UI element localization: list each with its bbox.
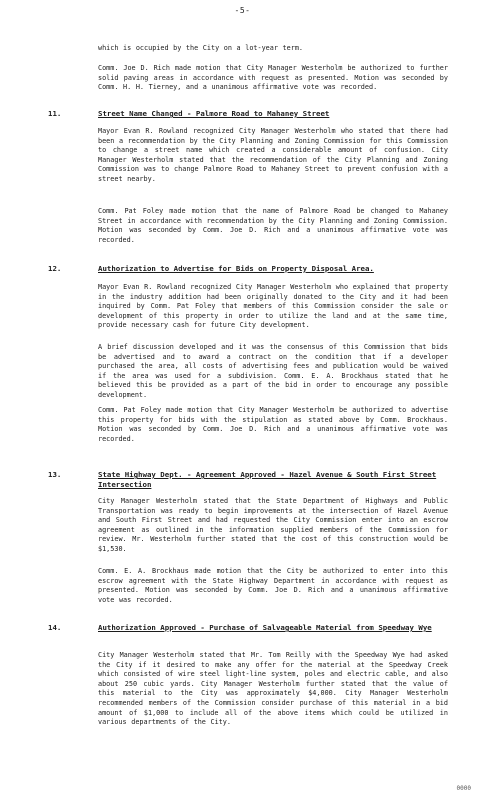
item-number-13: 13. (48, 470, 62, 479)
item-14-paragraph-1: City Manager Westerholm stated that Mr. Tom Reilly with the Speedway Wye had asked the City if it desired to make any offer for the material at the Speedway Creek which consisted of wire steel light-line system, poles and electric cable, and also about 250 cubic yards. City Manager Westerholm further stated that the value of this material to the City was approximately $4,000. City Manager Westerholm recommended members of the Commission consider purchase of this material in a bid amount of $1,000 to include all of the above items which could be utilized in various departments of the City. (98, 651, 448, 727)
item-heading-13: State Highway Dept. - Agreement Approved - Hazel Avenue & South First Street Intersection (98, 470, 437, 489)
item-12-paragraph-2: A brief discussion developed and it was the consensus of this Commission that bids be advertised and to award a contract on the condition that if a developer purchased the area, all costs of advertising fees and publication would be waived if the area was used for a subdivision. Comm. E. A. Brockhaus stated that he believed this be provided as a part of the bid in order to encourage any possible development. (98, 343, 448, 399)
paragraph-intro: which is occupied by the City on a lot-year term. (98, 44, 304, 52)
item-number-11: 11. (48, 109, 62, 118)
item-number-14: 14. (48, 623, 62, 632)
item-heading-14: Authorization Approved - Purchase of Salvageable Material from Speedway Wye (98, 623, 432, 632)
item-heading-12: Authorization to Advertise for Bids on Property Disposal Area. (98, 264, 374, 273)
page-number: -5- (234, 6, 251, 15)
item-12-paragraph-1: Mayor Evan R. Rowland recognized City Manager Westerholm who explained that property in the industry addition had been originally donated to the City and it had been inquired by Comm. Pat Foley that members of this Commission consider the sale or development of this property in order to utilize the land and at the same time, provide necessary cash for future City development. (98, 283, 448, 330)
item-11-paragraph-2: Comm. Pat Foley made motion that the name of Palmore Road be changed to Mahaney Street in accordance with recommendation by the City Planning and Zoning Commission. Motion was seconded by Comm. Joe D. Rich and a unanimous affirmative vote was recorded. (98, 207, 448, 244)
item-12-paragraph-3: Comm. Pat Foley made motion that City Manager Westerholm be authorized to advertise this property for bids with the stipulation as stated above by Comm. Brockhaus. Motion was seconded by Comm. Joe D. Rich and a unanimous affirmative vote was recorded. (98, 406, 448, 443)
item-heading-11: Street Name Changed - Palmore Road to Mahaney Street (98, 109, 330, 118)
paragraph-motion-paving: Comm. Joe D. Rich made motion that City Manager Westerholm be authorized to further solid paving areas in accordance with request as presented. Motion was seconded by Comm. H. H. Tierney, and a unanimous affirmative vote was recorded. (98, 64, 448, 92)
footer-mark: 0000 (456, 785, 471, 792)
item-number-12: 12. (48, 264, 62, 273)
item-13-paragraph-1: City Manager Westerholm stated that the State Department of Highways and Public Transportation was ready to begin improvements at the intersection of Hazel Avenue and South First Street and had requested the City Commission enter into an escrow agreement as outlined in the information supplied members of the Commission for review. Mr. Westerholm further stated that the cost of this construction would be $1,530. (98, 497, 448, 553)
item-13-paragraph-2: Comm. E. A. Brockhaus made motion that the City be authorized to enter into this escrow agreement with the State Highway Department in accordance with request as presented. Motion was seconded by Comm. Joe D. Rich and a unanimous affirmative vote was recorded. (98, 567, 448, 604)
item-11-paragraph-1: Mayor Evan R. Rowland recognized City Manager Westerholm who stated that there had been a recommendation by the City Planning and Zoning Commission for this Commission to change a street name which created a considerable amount of confusion. City Manager Westerholm stated that the recommendation of the City Planning and Zoning Commission was to change Palmore Road to Mahaney Street to prevent confusion with a street nearby. (98, 127, 448, 183)
